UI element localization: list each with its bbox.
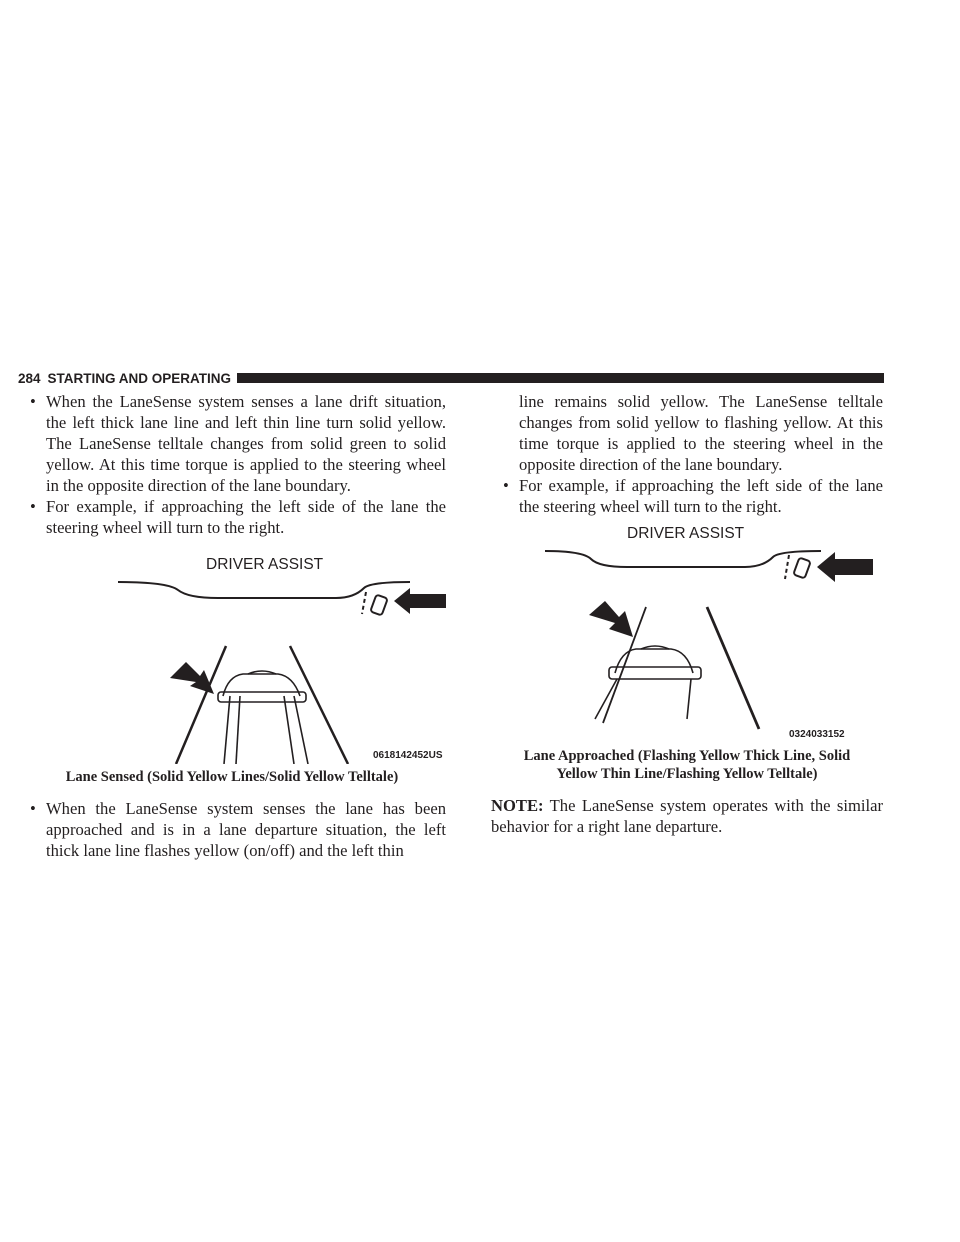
lane-sensed-illustration xyxy=(18,546,446,764)
arrow-icon xyxy=(589,601,633,637)
left-column xyxy=(18,391,446,861)
note-text: The LaneSense system operates with the similar behavior for a right lane departure. xyxy=(491,796,883,836)
bullet-item xyxy=(18,496,446,538)
screen-title: DRIVER ASSIST xyxy=(627,525,745,542)
bullet-text: When the LaneSense system senses the lane has been approached and is in a lane departure situation, the left thick lane line flashes yellow (on/off) and the left thin xyxy=(46,799,446,860)
bullet-dot: • xyxy=(503,476,509,495)
figure-code: 0324033152 xyxy=(789,729,845,740)
figure-lane-approached xyxy=(491,523,883,743)
bullet-dot: • xyxy=(30,497,36,516)
bullet-item xyxy=(18,798,446,861)
caption-line: Yellow Thin Line/Flashing Yellow Telltale) xyxy=(556,766,818,782)
figure-code: 0618142452US xyxy=(373,750,443,761)
car-icon xyxy=(595,646,701,719)
right-lane-line xyxy=(290,646,348,764)
page-number: 284 xyxy=(18,370,41,386)
arrow-icon xyxy=(394,588,446,614)
page-header xyxy=(18,370,884,386)
figure-caption xyxy=(491,747,883,783)
right-lane-line xyxy=(707,607,759,729)
note-paragraph xyxy=(491,795,883,837)
telltale-icon xyxy=(785,555,811,579)
note-label: NOTE: xyxy=(491,796,544,815)
horizon-line xyxy=(545,551,821,567)
arrow-icon xyxy=(817,552,873,582)
bullet-dot: • xyxy=(30,392,36,411)
caption-line: Lane Approached (Flashing Yellow Thick Line, Solid xyxy=(523,748,851,764)
bullet-text: For example, if approaching the left side of the lane the steering wheel will turn to the right. xyxy=(46,497,446,537)
telltale-icon xyxy=(362,592,388,616)
paragraph-continuation: line remains solid yellow. The LaneSense telltale changes from solid yellow to flashing yellow. At this time torque is applied to the steering wheel in the opposite direction of the lane boundary. xyxy=(519,392,883,474)
section-title: STARTING AND OPERATING xyxy=(47,370,232,386)
car-icon xyxy=(218,671,308,764)
bullet-item xyxy=(491,475,883,517)
figure-caption: Lane Sensed (Solid Yellow Lines/Solid Yellow Telltale) xyxy=(65,769,399,785)
header-rule xyxy=(237,373,884,383)
left-thick-lane-line xyxy=(176,646,226,764)
lane-approached-illustration xyxy=(491,523,883,743)
figure-lane-sensed xyxy=(18,546,446,764)
bullet-text: For example, if approaching the left side of the lane the steering wheel will turn to the right. xyxy=(519,476,883,516)
screen-title: DRIVER ASSIST xyxy=(206,556,324,573)
bullet-text: When the LaneSense system senses a lane drift situation, the left thick lane line and left thin line turn solid yellow. The LaneSense telltale changes from solid green to solid yellow. At this time torque is applied to the steering wheel in the opposite direction of the lane boundary. xyxy=(46,392,446,495)
bullet-dot: • xyxy=(30,799,36,818)
bullet-item xyxy=(18,391,446,496)
right-column xyxy=(491,391,883,837)
